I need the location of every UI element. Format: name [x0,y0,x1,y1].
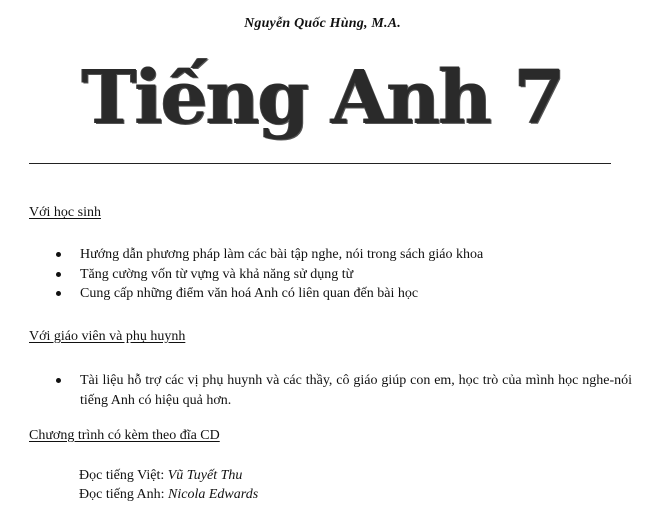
bullet-icon [56,378,61,383]
list-item-text: Cung cấp những điểm văn hoá Anh có liên quan đến bài học [80,286,419,301]
list-item [54,265,483,285]
section-heading-teachers: Với giáo viên và phụ huynh [29,329,186,344]
reader-label: Đọc tiếng Anh: [79,487,169,502]
bullet-icon [56,291,61,296]
section-heading-cd: Chương trình có kèm theo đĩa CD [29,428,220,443]
bullet-icon [56,272,61,277]
reader-english [79,485,258,504]
teachers-list [54,371,632,410]
list-item [54,371,632,410]
list-item-text: Tài liệu hỗ trợ các vị phụ huynh và các thầy, cô giáo giúp con em, học trò của mình học nghe-nói tiếng Anh có hiệu quả hơn. [80,373,632,408]
reader-name: Nicola Edwards [168,487,259,502]
bullet-icon [56,252,61,257]
students-list [54,245,483,304]
list-item [54,245,483,265]
reader-vietnamese [79,466,242,485]
author-line: Nguyễn Quốc Hùng, M.A. [244,16,401,31]
section-heading-students: Với học sinh [29,205,101,220]
list-item-text: Tăng cường vốn từ vựng và khả năng sử dụng từ [80,266,354,282]
reader-label: Đọc tiếng Việt: [79,468,168,483]
horizontal-divider [29,163,611,164]
reader-name: Vũ Tuyết Thu [167,468,243,483]
list-item [54,284,483,304]
book-title: Tiếng Anh 7 [81,55,564,141]
list-item-text: Hướng dẫn phương pháp làm các bài tập nghe, nói trong sách giáo khoa [80,247,484,262]
